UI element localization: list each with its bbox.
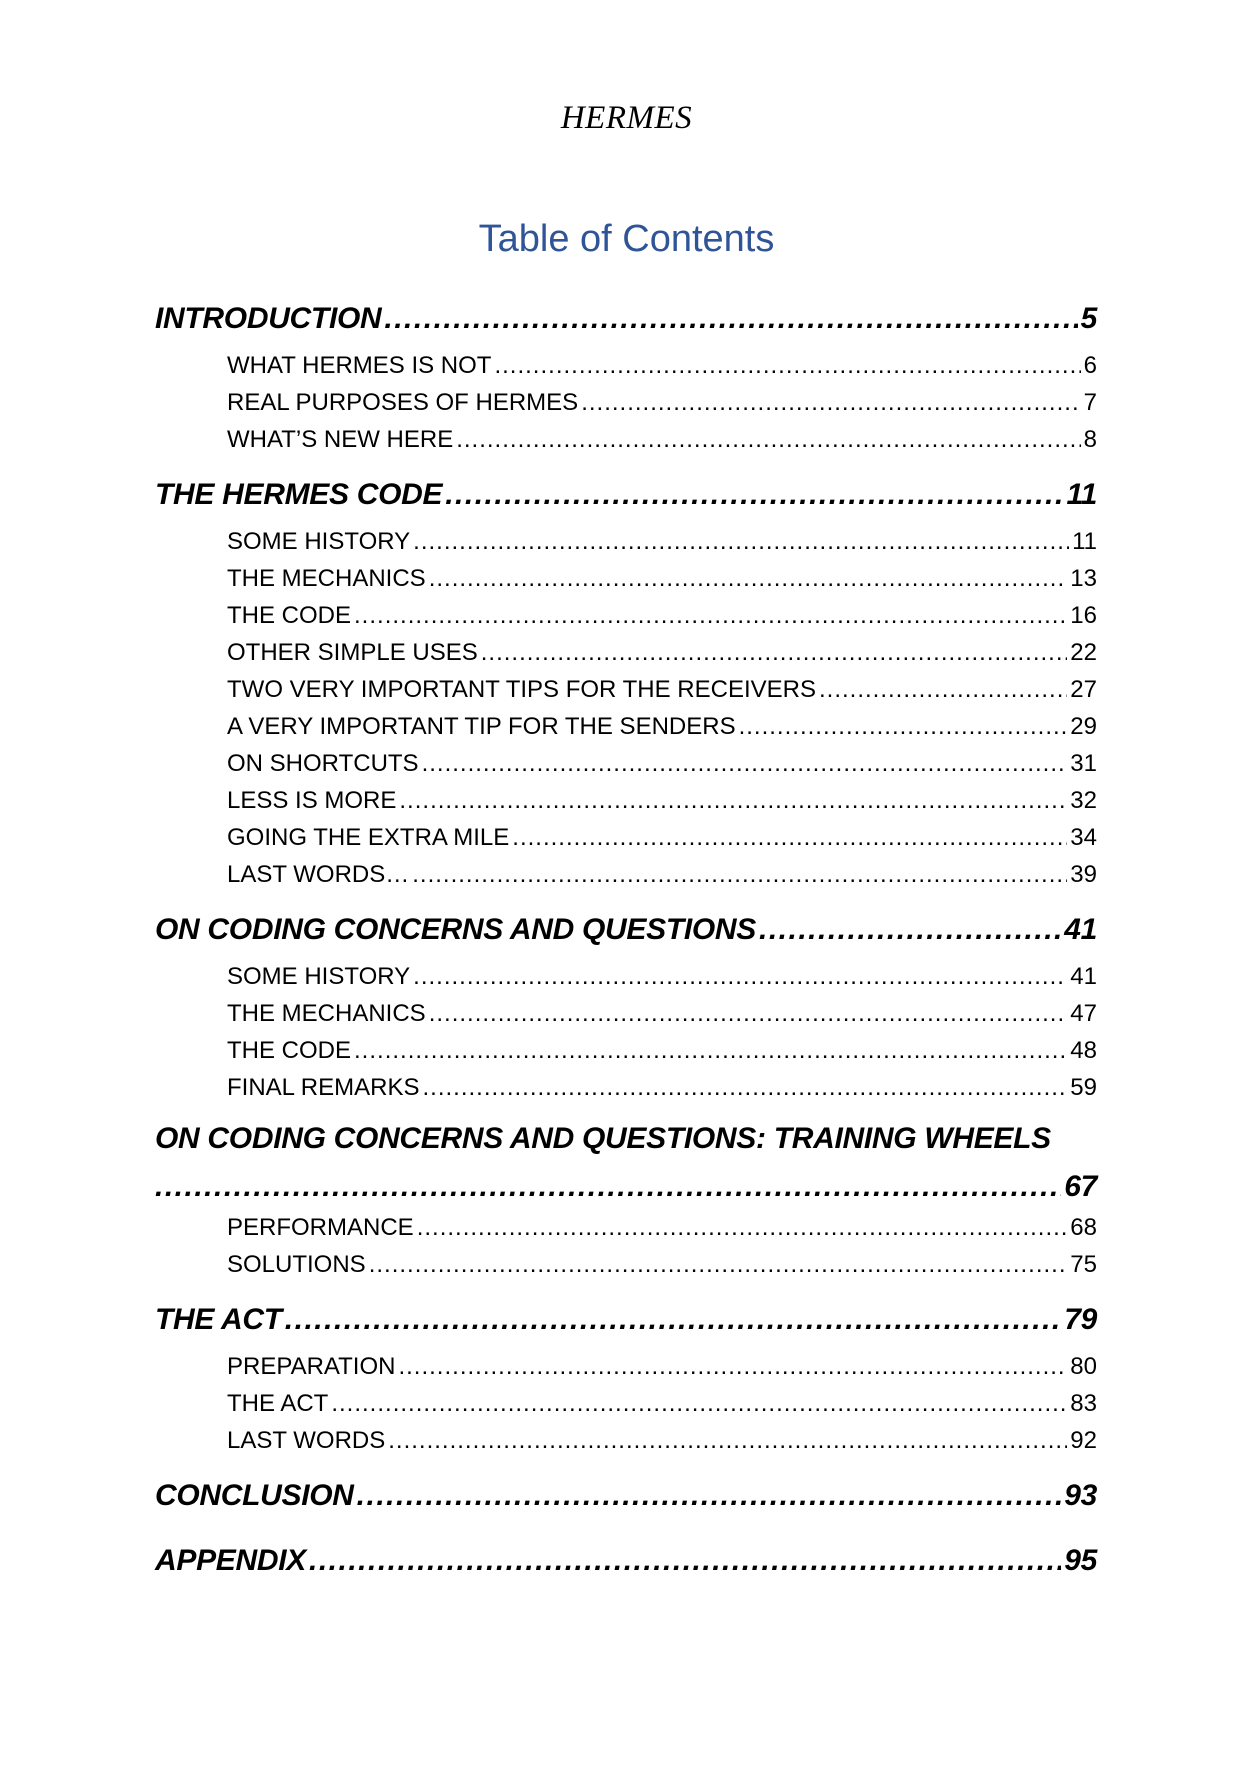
toc-section-entry[interactable]	[227, 958, 1097, 995]
toc-dot-leader	[581, 384, 1080, 421]
toc-section-page: 41	[1070, 963, 1097, 990]
toc-dot-leader	[398, 1348, 1067, 1385]
toc-dot-leader	[369, 1246, 1068, 1283]
toc-section-entry[interactable]	[227, 671, 1097, 708]
toc-dot-leader	[422, 1069, 1067, 1106]
toc-chapter	[155, 901, 1097, 1106]
toc-section-page: 7	[1083, 389, 1097, 416]
toc-chapter-page: 79	[1064, 1303, 1097, 1336]
toc-dot-leader	[413, 523, 1069, 560]
toc-section-entry[interactable]	[227, 1385, 1097, 1422]
toc-section-page: 27	[1070, 676, 1097, 703]
toc-section-page: 47	[1070, 1000, 1097, 1027]
toc-dot-leader	[739, 708, 1068, 745]
toc-dot-leader	[155, 1164, 1061, 1209]
toc-section-title: THE ACT	[227, 1390, 329, 1417]
toc-section-entry[interactable]	[227, 782, 1097, 819]
toc-section-title: FINAL REMARKS	[227, 1074, 420, 1101]
toc-chapter-title: INTRODUCTION	[155, 302, 382, 335]
running-header: HERMES	[560, 100, 693, 136]
toc-title: Table of Contents	[478, 218, 775, 260]
toc-section-title: THE CODE	[227, 602, 352, 629]
toc-chapter-title: THE ACT	[155, 1303, 282, 1336]
toc-section-page: 29	[1070, 713, 1097, 740]
toc-section-page: 92	[1070, 1427, 1097, 1454]
toc-section-entry[interactable]	[227, 1032, 1097, 1069]
toc-chapter-entry[interactable]	[155, 1532, 1097, 1589]
toc-chapter-page: 95	[1064, 1544, 1097, 1577]
toc-section-entry[interactable]	[227, 995, 1097, 1032]
toc-section-title: ON SHORTCUTS	[227, 750, 419, 777]
toc-section-page: 68	[1070, 1214, 1097, 1241]
toc-section-title: WHAT HERMES IS NOT	[227, 352, 492, 379]
toc-section-page: 39	[1070, 861, 1097, 888]
toc-section-page: 13	[1070, 565, 1097, 592]
toc-section-entry[interactable]	[227, 347, 1097, 384]
toc-section-page: 34	[1070, 824, 1097, 851]
toc-section-title: SOME HISTORY	[227, 963, 411, 990]
toc-dot-leader	[388, 1422, 1067, 1459]
toc-chapter	[155, 1532, 1097, 1589]
toc-chapter-title: ON CODING CONCERNS AND QUESTIONS	[155, 913, 756, 946]
toc-section-entry[interactable]	[227, 1246, 1097, 1283]
toc-chapter-page: 11	[1066, 478, 1097, 511]
toc-section-entry[interactable]	[227, 523, 1097, 560]
toc-chapter	[155, 1114, 1097, 1283]
toc-dot-leader	[354, 597, 1067, 634]
toc-section-entry[interactable]	[227, 856, 1097, 893]
toc-section-entry[interactable]	[227, 1422, 1097, 1459]
toc-dot-leader	[422, 745, 1068, 782]
toc-section-entry[interactable]	[227, 819, 1097, 856]
toc-chapter-entry[interactable]	[155, 466, 1097, 523]
toc-chapter	[155, 1467, 1097, 1524]
toc-section-entry[interactable]	[227, 745, 1097, 782]
toc-section-page: 75	[1070, 1251, 1097, 1278]
toc-section-page: 80	[1070, 1353, 1097, 1380]
toc-section-page: 22	[1070, 639, 1097, 666]
toc-dot-leader	[399, 782, 1067, 819]
toc-section-page: 8	[1083, 426, 1097, 453]
toc-section-entry[interactable]	[227, 421, 1097, 458]
toc-dot-leader	[445, 466, 1063, 523]
toc-dot-leader	[429, 560, 1068, 597]
toc-dot-leader	[512, 819, 1067, 856]
toc-chapter-title: CONCLUSION	[155, 1479, 354, 1512]
toc-section-page: 83	[1070, 1390, 1097, 1417]
toc-dot-leader	[354, 1032, 1067, 1069]
toc-dot-leader	[357, 1467, 1062, 1524]
toc-dot-leader	[481, 634, 1068, 671]
toc-section-entry[interactable]	[227, 597, 1097, 634]
toc-section-title: LAST WORDS	[227, 1427, 386, 1454]
toc-section-title: LAST WORDS…	[227, 861, 410, 888]
toc-section-title: LESS IS MORE	[227, 787, 397, 814]
toc-section-title: REAL PURPOSES OF HERMES	[227, 389, 579, 416]
toc-section-entry[interactable]	[227, 560, 1097, 597]
toc-chapter-title: APPENDIX	[155, 1544, 306, 1577]
toc-section-page: 59	[1070, 1074, 1097, 1101]
toc-chapter-entry[interactable]	[155, 1291, 1097, 1348]
toc-chapter-entry[interactable]	[155, 1467, 1097, 1524]
toc-dot-leader	[413, 958, 1067, 995]
toc-section-title: TWO VERY IMPORTANT TIPS FOR THE RECEIVERS	[227, 676, 816, 703]
toc-dot-leader	[819, 671, 1067, 708]
toc-chapter	[155, 290, 1097, 458]
toc-section-entry[interactable]	[227, 384, 1097, 421]
toc-dot-leader	[759, 901, 1061, 958]
toc-section-page: 11	[1072, 528, 1097, 555]
toc-section-title: THE CODE	[227, 1037, 352, 1064]
toc-chapter-page: 41	[1064, 913, 1097, 946]
toc-chapter-title[interactable]: ON CODING CONCERNS AND QUESTIONS: TRAINING WHEELS	[155, 1122, 1051, 1155]
toc-chapter-title: THE HERMES CODE	[155, 478, 443, 511]
toc-dot-leader	[285, 1291, 1061, 1348]
toc-section-page: 31	[1070, 750, 1097, 777]
toc-section-page: 48	[1070, 1037, 1097, 1064]
toc-chapter-page: 67	[1064, 1170, 1097, 1203]
toc-section-title: A VERY IMPORTANT TIP FOR THE SENDERS	[227, 713, 736, 740]
toc-section-title: WHAT’S NEW HERE	[227, 426, 454, 453]
table-of-contents	[155, 290, 1097, 1597]
toc-dot-leader	[417, 1209, 1068, 1246]
toc-section-entry[interactable]	[227, 1348, 1097, 1385]
toc-dot-leader	[429, 995, 1068, 1032]
toc-dot-leader	[456, 421, 1080, 458]
toc-dot-leader	[412, 856, 1067, 893]
toc-section-title: GOING THE EXTRA MILE	[227, 824, 510, 851]
toc-chapter-entry[interactable]	[155, 290, 1097, 347]
toc-chapter-page: 93	[1064, 1479, 1097, 1512]
toc-section-title: SOME HISTORY	[227, 528, 411, 555]
toc-dot-leader	[494, 347, 1080, 384]
toc-chapter-entry[interactable]	[155, 1164, 1097, 1209]
toc-section-title: SOLUTIONS	[227, 1251, 366, 1278]
toc-section-title: PERFORMANCE	[227, 1214, 414, 1241]
toc-section-page: 32	[1070, 787, 1097, 814]
toc-dot-leader	[384, 290, 1077, 347]
toc-chapter	[155, 1291, 1097, 1459]
toc-chapter-entry[interactable]	[155, 901, 1097, 958]
toc-chapter	[155, 466, 1097, 893]
toc-section-title: OTHER SIMPLE USES	[227, 639, 478, 666]
toc-dot-leader	[331, 1385, 1067, 1422]
toc-dot-leader	[309, 1532, 1061, 1589]
toc-section-entry[interactable]	[227, 708, 1097, 745]
toc-section-entry[interactable]	[227, 1069, 1097, 1106]
toc-section-entry[interactable]	[227, 1209, 1097, 1246]
toc-section-page: 6	[1083, 352, 1097, 379]
toc-section-title: THE MECHANICS	[227, 565, 426, 592]
toc-section-entry[interactable]	[227, 634, 1097, 671]
toc-section-page: 16	[1070, 602, 1097, 629]
toc-section-title: THE MECHANICS	[227, 1000, 426, 1027]
toc-chapter-page: 5	[1080, 302, 1097, 335]
toc-section-title: PREPARATION	[227, 1353, 396, 1380]
